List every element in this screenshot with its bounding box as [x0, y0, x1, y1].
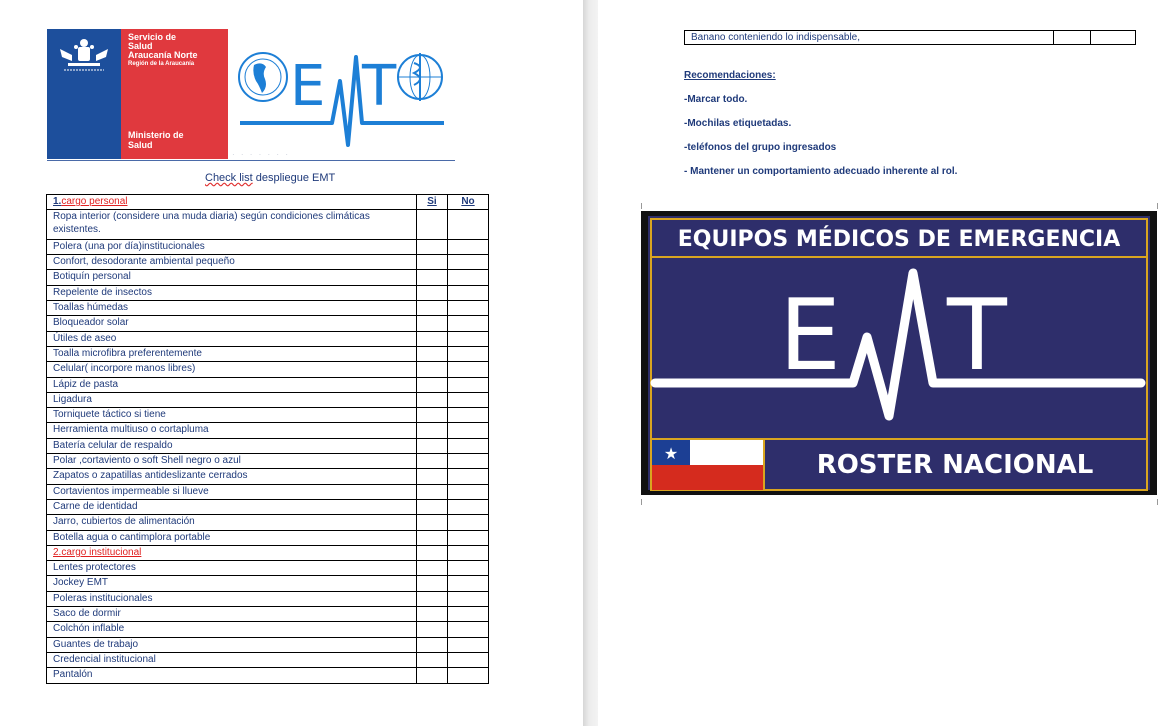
checkbox-cell-no[interactable]: [448, 454, 489, 469]
checkbox-cell-si[interactable]: [417, 622, 448, 637]
checkbox-cell-si[interactable]: [417, 408, 448, 423]
checkbox-cell-si[interactable]: [417, 576, 448, 591]
document-title: [205, 172, 335, 184]
col-no-label: No: [461, 196, 475, 207]
item-text: [47, 484, 417, 499]
item-text: [47, 239, 417, 254]
checkbox-cell-si[interactable]: [417, 270, 448, 285]
item-text: [47, 255, 417, 270]
checkbox-cell-no[interactable]: [448, 591, 489, 606]
item-text: [47, 607, 417, 622]
checkbox-cell-si[interactable]: [417, 331, 448, 346]
item-label: Jockey EMT: [53, 577, 109, 589]
checkbox-cell-no[interactable]: [448, 285, 489, 300]
item-label: Guantes de trabajo: [53, 638, 139, 650]
table-row: [47, 423, 489, 438]
table-row: [47, 454, 489, 469]
ssa-name-line1: Servicio de: [128, 32, 177, 42]
col-si-label: Si: [427, 196, 437, 207]
checkbox-cell-no[interactable]: [448, 239, 489, 254]
checklist-table: [46, 194, 489, 684]
item-text: [47, 515, 417, 530]
checkbox-cell-no[interactable]: [448, 499, 489, 514]
item-label: Lentes protectores: [53, 562, 136, 574]
ssa-ministry-line1: Ministerio de: [128, 130, 184, 140]
checkbox-cell-no[interactable]: [448, 316, 489, 331]
table-row: [47, 530, 489, 545]
banner-bottom-text: ROSTER NACIONAL: [816, 450, 1094, 480]
section1-header: [47, 195, 417, 210]
item-label: Ligadura: [53, 393, 92, 405]
checkbox-cell-si[interactable]: [417, 377, 448, 392]
recommendation-item: - Mantener un comportamiento adecuado inherente al rol.: [684, 166, 958, 177]
item-text: [47, 362, 417, 377]
checkbox-cell-si[interactable]: [417, 301, 448, 316]
checkbox-cell-si[interactable]: [1054, 31, 1091, 45]
item-label: Torniquete táctico si tiene: [53, 409, 166, 421]
item-text: [47, 591, 417, 606]
checkbox-cell-si[interactable]: [417, 285, 448, 300]
item-label: Jarro, cubiertos de alimentación: [53, 516, 195, 528]
ssa-region: Región de la Araucanía: [128, 61, 195, 67]
checkbox-cell-si[interactable]: [417, 652, 448, 667]
checkbox-cell-no[interactable]: [448, 652, 489, 667]
checkbox-cell-si[interactable]: [417, 530, 448, 545]
continued-checklist-table: [684, 30, 1136, 45]
item-text: [47, 210, 417, 240]
checkbox-cell-si[interactable]: [417, 362, 448, 377]
recommendation-item: -Marcar todo.: [684, 94, 748, 105]
table-row: [47, 576, 489, 591]
table-header-row: [47, 195, 489, 210]
checkbox-cell-no[interactable]: [448, 331, 489, 346]
item-label: Toallas húmedas: [53, 302, 129, 314]
checkbox-cell-si[interactable]: [417, 316, 448, 331]
item-label: Pantalón: [53, 669, 93, 681]
checkbox-cell-no[interactable]: [448, 469, 489, 484]
recommendation-item: -teléfonos del grupo ingresados: [684, 142, 837, 153]
checkbox-cell-no[interactable]: [448, 530, 489, 545]
item-label: Celular( incorpore manos libres): [53, 363, 196, 375]
table-row: [47, 377, 489, 392]
emt-logo-text: E: [290, 54, 326, 119]
checkbox-cell-no[interactable]: [448, 637, 489, 652]
item-text: [47, 316, 417, 331]
item-label: Repelente de insectos: [53, 286, 152, 298]
checkbox-cell-si[interactable]: [417, 545, 448, 560]
checkbox-cell-no[interactable]: [448, 423, 489, 438]
checkbox-cell-no[interactable]: [448, 255, 489, 270]
checkbox-cell-si[interactable]: [417, 423, 448, 438]
svg-text:T: T: [362, 54, 397, 119]
ssa-ministry: [128, 130, 184, 150]
header-divider: [47, 160, 455, 161]
item-text: [47, 668, 417, 683]
page-gutter: [583, 0, 598, 726]
table-row: [47, 561, 489, 576]
checkbox-cell-no[interactable]: [448, 377, 489, 392]
checkbox-cell-no[interactable]: [448, 515, 489, 530]
emt-who-logo: [232, 37, 450, 153]
item-label: Polera (una por día)institucionales: [53, 240, 205, 252]
checkbox-cell-no[interactable]: [448, 484, 489, 499]
item-label: Confort, desodorante ambiental pequeño: [53, 256, 235, 268]
crop-mark: [1157, 499, 1158, 505]
table-row: [47, 668, 489, 683]
checkbox-cell-si[interactable]: [417, 515, 448, 530]
ssa-logo-blue-panel: [47, 29, 121, 159]
checkbox-cell-no[interactable]: [448, 576, 489, 591]
checkbox-cell-si[interactable]: [417, 591, 448, 606]
item-text: [47, 454, 417, 469]
section-header-cell: [47, 545, 417, 560]
checkbox-cell-si[interactable]: [417, 484, 448, 499]
col-si-header: [417, 195, 448, 210]
checkbox-cell-si[interactable]: [417, 637, 448, 652]
section2-header-row: [47, 545, 489, 560]
item-label: Zapatos o zapatillas antideslizante cerrados: [53, 470, 248, 482]
crop-mark: [641, 203, 642, 209]
section1-label: cargo personal: [61, 196, 128, 207]
item-label: Ropa interior (considere una muda diaria) según condiciones climáticas existentes.: [53, 211, 370, 236]
table-row: [47, 270, 489, 285]
item-text: [47, 622, 417, 637]
item-label: Cortavientos impermeable si llueve: [53, 485, 209, 497]
ssa-name-line3: Araucanía Norte: [128, 50, 198, 60]
checkbox-cell-si[interactable]: [417, 454, 448, 469]
table-row: [47, 591, 489, 606]
emt-roster-banner: [641, 211, 1157, 495]
coat-of-arms-icon: [56, 37, 112, 75]
item-text: [47, 392, 417, 407]
checkbox-cell-no[interactable]: [448, 270, 489, 285]
col-no-header: [448, 195, 489, 210]
checkbox-cell-no[interactable]: [448, 392, 489, 407]
item-text: [47, 423, 417, 438]
item-text: [47, 576, 417, 591]
checkbox-cell-no[interactable]: [448, 408, 489, 423]
table-row: [47, 346, 489, 361]
title-part2: despliegue EMT: [252, 172, 336, 184]
checkbox-cell-si[interactable]: [417, 255, 448, 270]
recommendations-title: Recomendaciones:: [684, 70, 776, 81]
table-row: [47, 331, 489, 346]
checkbox-cell-no[interactable]: [1091, 31, 1136, 45]
item-label: Bloqueador solar: [53, 317, 129, 329]
checkbox-cell-si[interactable]: [417, 607, 448, 622]
table-row: [47, 637, 489, 652]
item-text: [47, 285, 417, 300]
chile-flag-icon: [652, 440, 763, 490]
item-text: [47, 377, 417, 392]
item-text: [47, 652, 417, 667]
checkbox-cell-si[interactable]: [417, 438, 448, 453]
item-label: Saco de dormir: [53, 608, 121, 620]
table-row: [47, 301, 489, 316]
section1-num: 1.: [53, 196, 62, 207]
item-text: [47, 270, 417, 285]
item-label: Carne de identidad: [53, 500, 138, 512]
checkbox-cell-si[interactable]: [417, 499, 448, 514]
item-label: Botella agua o cantimplora portable: [53, 531, 211, 543]
table-row: [47, 652, 489, 667]
svg-text:★: ★: [663, 444, 679, 463]
item-label: Útiles de aseo: [53, 332, 117, 344]
item-text: [47, 438, 417, 453]
item-text: [47, 469, 417, 484]
banner-top-text: EQUIPOS MÉDICOS DE EMERGENCIA: [677, 227, 1121, 252]
item-label: Credencial institucional: [53, 653, 156, 665]
heartbeat-line: [240, 57, 444, 145]
table-row: [47, 255, 489, 270]
item-label: Herramienta multiuso o cortapluma: [53, 424, 209, 436]
item-label: Colchón inflable: [53, 623, 125, 635]
checkbox-cell-no[interactable]: [448, 438, 489, 453]
table-row: [47, 622, 489, 637]
ssa-name-line2: Salud: [128, 41, 153, 51]
table-row: [47, 285, 489, 300]
checkbox-cell-no[interactable]: [448, 668, 489, 683]
table-row: [47, 607, 489, 622]
table-row: [47, 408, 489, 423]
checkbox-cell-no[interactable]: [448, 362, 489, 377]
table-row: [47, 484, 489, 499]
banner-letter-t: T: [947, 279, 1007, 393]
table-row: [47, 515, 489, 530]
faint-mark: · · · · · · ·: [232, 150, 290, 159]
item-label: Toalla microfibra preferentemente: [53, 347, 202, 359]
item-text: [47, 561, 417, 576]
table-row: [47, 316, 489, 331]
checkbox-cell-no[interactable]: [448, 346, 489, 361]
item-text: [47, 530, 417, 545]
table-row: [47, 438, 489, 453]
banner-letter-e: E: [779, 279, 841, 393]
item-label: Batería celular de respaldo: [53, 439, 173, 451]
item-text: [47, 331, 417, 346]
recommendation-item: -Mochilas etiquetadas.: [684, 118, 792, 129]
item-label: Lápiz de pasta: [53, 378, 119, 390]
checkbox-cell-no[interactable]: [448, 301, 489, 316]
table-row: [47, 499, 489, 514]
item-label: Poleras institucionales: [53, 592, 153, 604]
crop-mark: [1157, 203, 1158, 209]
checkbox-cell-si[interactable]: [417, 469, 448, 484]
checkbox-cell-si[interactable]: [417, 346, 448, 361]
servicio-salud-logo: [47, 29, 228, 159]
who-emblem-icon: [398, 53, 442, 101]
item-text: [47, 408, 417, 423]
checkbox-cell-si[interactable]: [417, 239, 448, 254]
checkbox-cell-si[interactable]: [417, 392, 448, 407]
item-text: Banano conteniendo lo indispensable,: [685, 31, 1054, 45]
checkbox-cell-si[interactable]: [417, 210, 448, 240]
table-row: [47, 362, 489, 377]
checkbox-cell-no[interactable]: [448, 622, 489, 637]
section2-label: 2.cargo institucional: [53, 546, 142, 558]
checkbox-cell-no[interactable]: [448, 561, 489, 576]
title-part1: Check list: [205, 172, 253, 184]
table-row: [47, 392, 489, 407]
table-row: [685, 31, 1136, 45]
checkbox-cell-si[interactable]: [417, 668, 448, 683]
item-label: Polar ,cortaviento o soft Shell negro o azul: [53, 455, 241, 467]
paho-globe-icon: [239, 53, 287, 101]
item-text: [47, 499, 417, 514]
ssa-ministry-line2: Salud: [128, 140, 153, 150]
ssa-logo-red-panel: [121, 29, 228, 159]
table-row: [47, 239, 489, 254]
table-row: [47, 210, 489, 240]
crop-mark: [641, 499, 642, 505]
item-text: [47, 346, 417, 361]
item-text: [47, 637, 417, 652]
checkbox-cell-no[interactable]: [448, 210, 489, 240]
checkbox-cell-si[interactable]: [417, 561, 448, 576]
checkbox-cell-no[interactable]: [448, 545, 489, 560]
item-text: [47, 301, 417, 316]
table-row: [47, 469, 489, 484]
checkbox-cell-no[interactable]: [448, 607, 489, 622]
item-label: Botiquín personal: [53, 271, 131, 283]
